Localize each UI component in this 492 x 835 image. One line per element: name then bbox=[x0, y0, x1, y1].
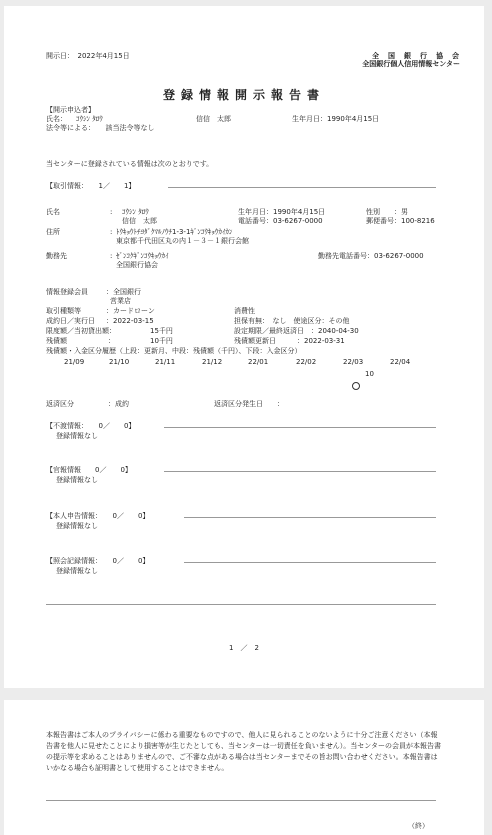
collateral: 担保有無： なし 使途区分：その他 bbox=[234, 317, 350, 325]
colon: ： bbox=[108, 337, 115, 345]
payment-circle-mark bbox=[352, 382, 360, 390]
month: 22/03 bbox=[343, 358, 364, 366]
requester-heading: 【開示申込者】 bbox=[46, 106, 95, 114]
no-data: 登録情報なし bbox=[56, 522, 98, 530]
requester-name-kana: ｺｳｼﾝ ﾀﾛｳ bbox=[76, 115, 103, 123]
work-label: 勤務先 bbox=[46, 252, 67, 260]
no-data: 登録情報なし bbox=[56, 432, 98, 440]
address-label: 住所 bbox=[46, 228, 60, 236]
colon: : bbox=[110, 228, 113, 236]
report-page-1 bbox=[4, 6, 484, 688]
disclosure-date: 開示日： 2022年4月15日 bbox=[46, 52, 130, 60]
month: 21/11 bbox=[155, 358, 176, 366]
transaction-heading: 【取引情報： 1／ 1】 bbox=[46, 182, 136, 190]
balance: 10千円 bbox=[150, 337, 173, 345]
type-label: 取引種類等 bbox=[46, 307, 81, 315]
type: ：カードローン bbox=[106, 307, 155, 315]
org-name: 全 国 銀 行 協 会 bbox=[372, 52, 460, 60]
end-mark: （終） bbox=[408, 822, 429, 830]
divider bbox=[164, 471, 436, 472]
page-number: 1 ／ 2 bbox=[229, 644, 259, 652]
month: 22/04 bbox=[390, 358, 411, 366]
no-data: 登録情報なし bbox=[56, 567, 98, 575]
work-name: 全国銀行協会 bbox=[116, 261, 158, 269]
repay-date-label: 返済区分発生日 ： bbox=[214, 400, 284, 408]
month: 21/12 bbox=[202, 358, 223, 366]
name-kanji: 信信 太郎 bbox=[122, 217, 157, 225]
divider bbox=[184, 517, 436, 518]
notice-text: 本報告書はご本人のプライバシーに係わる重要なものですので、他人に見られることのないように十分ご注意ください（本報告書を他人に見せたことにより損害等が生じたとしても、当センターは一切責任を負いません）。当センターの会員が本報告書の提示等を求めることはありませんので、ご不審な点がある場合は当センターまでその旨お問い合わせください。本報告書はいかなる場合も証明書として使用することはできません。 bbox=[46, 731, 441, 772]
colon: : bbox=[110, 252, 113, 260]
member-label: 情報登録会員 bbox=[46, 288, 88, 296]
limit-label: 限度額／当初貸出額： bbox=[46, 327, 116, 335]
month: 22/02 bbox=[296, 358, 317, 366]
address-kana: ﾄｳｷｮｳﾄﾁﾖﾀﾞｸﾏﾙﾉｳﾁ1-3-1ｷﾞﾝｺｳｷｮｳｶｲｶﾝ bbox=[116, 228, 233, 236]
history-label: 残債額・入金区分履歴（上段：更新月、中段：残債額（千円）、下段：入金区分） bbox=[46, 347, 302, 355]
history-balance: 10 bbox=[365, 370, 374, 378]
balance-label: 残債額 bbox=[46, 337, 67, 345]
section-heading: 【照会記録情報： 0／ 0】 bbox=[46, 557, 150, 565]
section-heading: 【本人申告情報： 0／ 0】 bbox=[46, 512, 150, 520]
balance-date: 残債額更新日 ：2022-03-31 bbox=[234, 337, 345, 345]
repay: ：成約 bbox=[108, 400, 129, 408]
term: 設定期限／最終返済日 ：2040-04-30 bbox=[234, 327, 359, 335]
gender: 性別 ：男 bbox=[366, 208, 408, 216]
section-heading: 【不渡情報： 0／ 0】 bbox=[46, 422, 136, 430]
limit: 15千円 bbox=[150, 327, 173, 335]
divider bbox=[164, 427, 436, 428]
postal-code: 郵便番号：100-8216 bbox=[366, 217, 435, 225]
work-phone: 勤務先電話番号：03-6267-0000 bbox=[318, 252, 424, 260]
no-data: 登録情報なし bbox=[56, 476, 98, 484]
member: ：全国銀行 bbox=[106, 288, 141, 296]
name-kana: ｺｳｼﾝ ﾀﾛｳ bbox=[122, 208, 149, 216]
repay-label: 返済区分 bbox=[46, 400, 74, 408]
page-footer-divider bbox=[46, 604, 436, 605]
org-center-name: 全国銀行個人信用情報センター bbox=[362, 60, 460, 68]
date-label: 成約日／実行日 bbox=[46, 317, 95, 325]
work-kana: ｾﾞﾝｺｸｷﾞﾝｺｳｷｮｳｶｲ bbox=[116, 252, 169, 260]
colon: : bbox=[110, 208, 113, 216]
requester-name-label: 氏名： bbox=[46, 115, 67, 123]
month: 21/10 bbox=[109, 358, 130, 366]
birth-date: 生年月日：1990年4月15日 bbox=[238, 208, 326, 216]
phone: 電話番号：03-6267-0000 bbox=[238, 217, 323, 225]
month: 22/01 bbox=[248, 358, 269, 366]
requester-name-kanji: 信信 太郎 bbox=[196, 115, 231, 123]
divider bbox=[46, 800, 436, 801]
date: ：2022-03-15 bbox=[106, 317, 154, 325]
report-page-2 bbox=[4, 700, 484, 835]
requester-birth: 生年月日：1990年4月15日 bbox=[292, 115, 380, 123]
purpose: 消費性 bbox=[234, 307, 255, 315]
branch: 営業店 bbox=[110, 297, 131, 305]
requester-law: 法令等による： 該当法令等なし bbox=[46, 124, 155, 132]
intro-text: 当センターに登録されている情報は次のとおりです。 bbox=[46, 160, 214, 168]
divider bbox=[168, 187, 436, 188]
page-title: 登録情報開示報告書 bbox=[162, 88, 325, 102]
divider bbox=[184, 562, 436, 563]
month: 21/09 bbox=[64, 358, 85, 366]
address: 東京都千代田区丸の内１－３－１銀行会館 bbox=[116, 237, 249, 245]
section-heading: 【官報情報 0／ 0】 bbox=[46, 466, 132, 474]
name-label: 氏名 bbox=[46, 208, 60, 216]
